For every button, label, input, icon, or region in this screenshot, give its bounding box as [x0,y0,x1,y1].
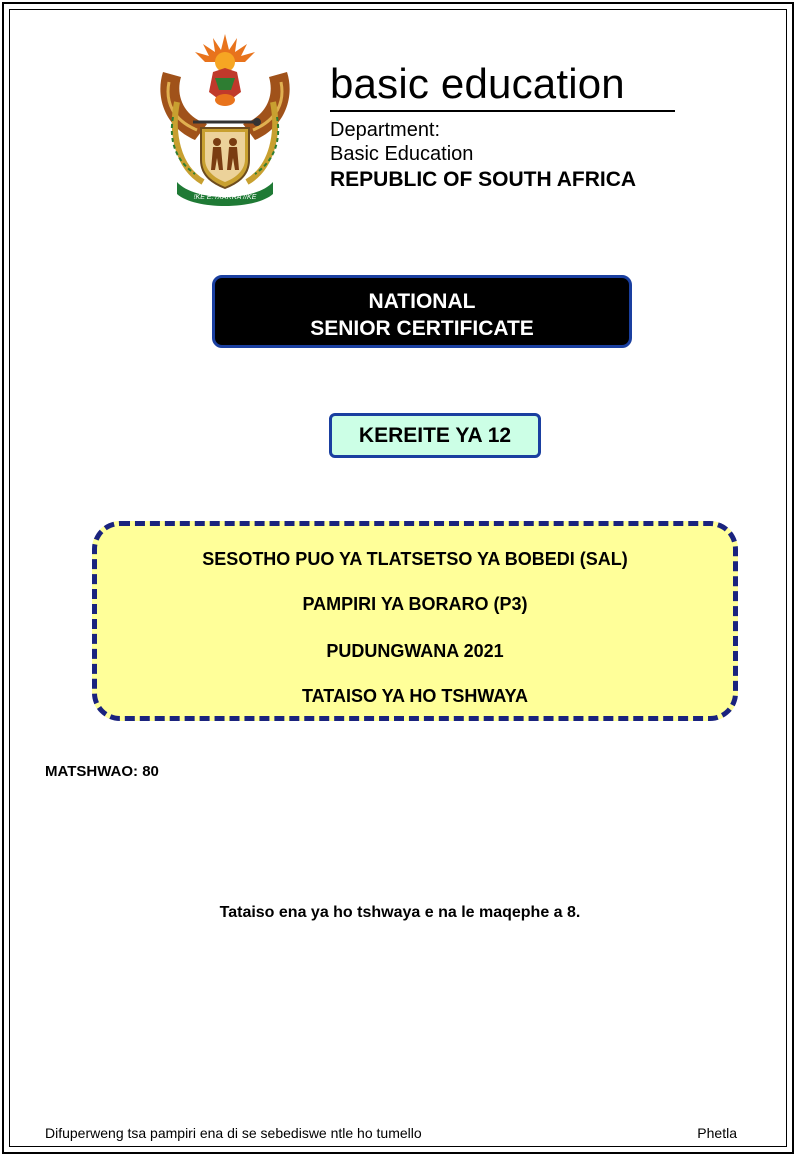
department-name: Basic Education [330,143,474,165]
subject-box [92,521,738,721]
republic-label: REPUBLIC OF SOUTH AFRICA [330,168,637,191]
svg-text:!KE E: /XARRA //KE: !KE E: /XARRA //KE [193,194,257,201]
certificate-line-1: NATIONAL [368,290,476,313]
document-type: TATAISO YA HO TSHWAYA [301,686,529,706]
grade-badge: KEREITE YA 12 [329,413,541,458]
total-marks: MATSHWAO: 80 [45,763,159,780]
department-label: Department: [330,119,441,141]
turn-over-label: Phetla [697,1125,737,1141]
copyright-notice: Difuperweng tsa pampiri ena di se sebediswe ntle ho tumello [45,1125,422,1141]
subject-title: SESOTHO PUO YA TLATSETSO YA BOBEDI (SAL) [202,549,628,569]
exam-session: PUDUNGWANA 2021 [326,641,504,661]
brand-title: basic education [330,60,675,112]
certificate-banner [212,275,632,348]
paper-title: PAMPIRI YA BORARO (P3) [302,594,528,614]
coat-of-arms-icon [155,32,295,208]
page-count-note: Tataiso ena ya ho tshwaya e na le maqephe a 8. [219,904,581,921]
certificate-line-2: SENIOR CERTIFICATE [310,317,534,340]
department-branding [330,60,680,194]
